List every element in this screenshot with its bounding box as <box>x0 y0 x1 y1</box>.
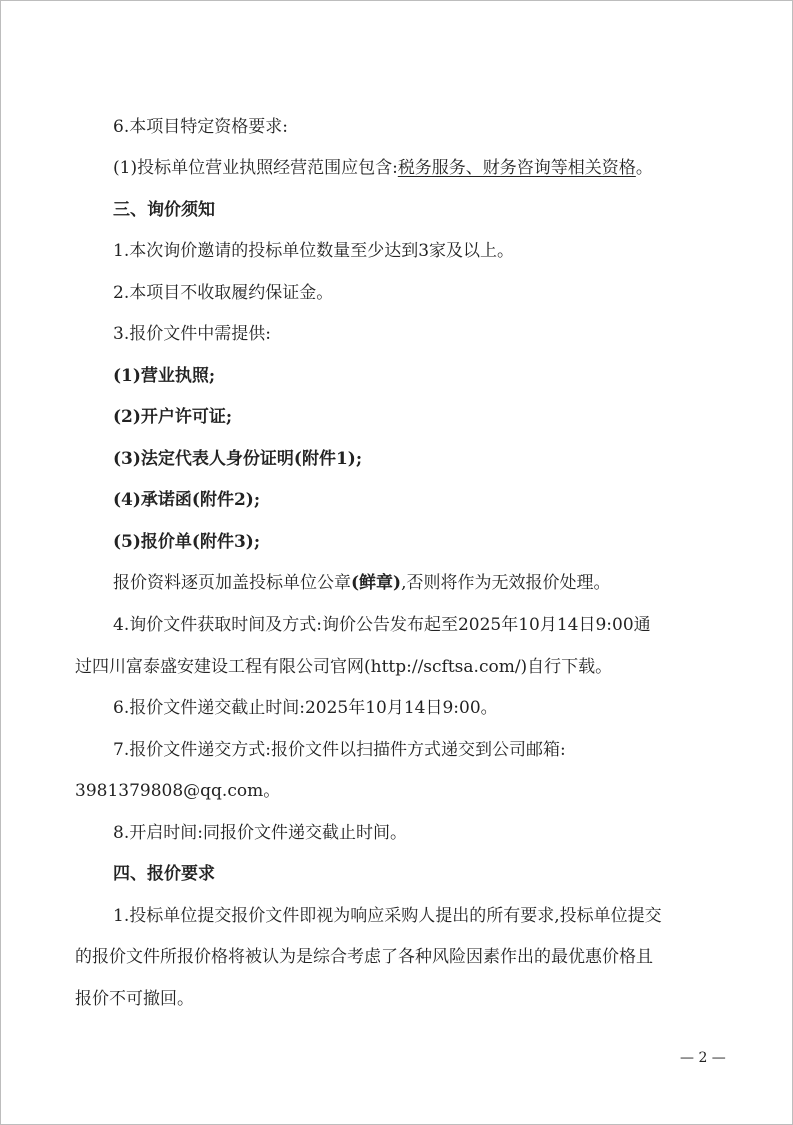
required-doc-2: (2)开户许可证; <box>113 407 233 427</box>
inquiry-item-3: 3.报价文件中需提供: <box>113 324 271 344</box>
seal-note-prefix: 报价资料逐页加盖投标单位公章 <box>113 573 351 593</box>
seal-note-fresh: (鲜章) <box>351 573 402 593</box>
qualification-end: 。 <box>635 158 653 178</box>
required-doc-5: (5)报价单(附件3); <box>113 532 261 552</box>
section-heading-quote: 四、报价要求 <box>113 864 215 884</box>
inquiry-item-7-line1: 7.报价文件递交方式:报价文件以扫描件方式递交到公司邮箱: <box>113 740 566 760</box>
qualification-requirement <box>0 157 793 179</box>
inquiry-item-7-line2: 3981379808@qq.com。 <box>75 781 281 801</box>
inquiry-item-2: 2.本项目不收取履约保证金。 <box>113 283 334 303</box>
inquiry-item-4-line2: 过四川富泰盛安建设工程有限公司官网(http://scftsa.com/)自行下载。 <box>75 657 613 677</box>
quote-item-1-line1: 1.投标单位提交报价文件即视为响应采购人提出的所有要求,投标单位提交 <box>113 906 662 926</box>
inquiry-item-8: 8.开启时间:同报价文件递交截止时间。 <box>113 823 407 843</box>
inquiry-item-4-line1: 4.询价文件获取时间及方式:询价公告发布起至2025年10月14日9:00通 <box>113 615 651 635</box>
qualification-prefix: (1)投标单位营业执照经营范围应包含: <box>113 158 398 178</box>
seal-note <box>0 572 793 594</box>
required-doc-4: (4)承诺函(附件2); <box>113 490 261 510</box>
required-doc-1: (1)营业执照; <box>113 366 216 386</box>
quote-item-1-line2: 的报价文件所报价格将被认为是综合考虑了各种风险因素作出的最优惠价格且 <box>75 947 653 967</box>
quote-item-1-line3: 报价不可撤回。 <box>75 989 194 1009</box>
inquiry-item-1: 1.本次询价邀请的投标单位数量至少达到3家及以上。 <box>113 241 515 261</box>
required-doc-3: (3)法定代表人身份证明(附件1); <box>113 449 363 469</box>
seal-note-suffix: ,否则将作为无效报价处理。 <box>401 573 611 593</box>
inquiry-item-6: 6.报价文件递交截止时间:2025年10月14日9:00。 <box>113 698 498 718</box>
page-number: — 2 — <box>680 1050 726 1066</box>
section-heading-inquiry: 三、询价须知 <box>113 200 215 220</box>
section6-title: 6.本项目特定资格要求: <box>113 117 288 137</box>
qualification-scope: 税务服务、财务咨询等相关资格 <box>397 158 636 178</box>
